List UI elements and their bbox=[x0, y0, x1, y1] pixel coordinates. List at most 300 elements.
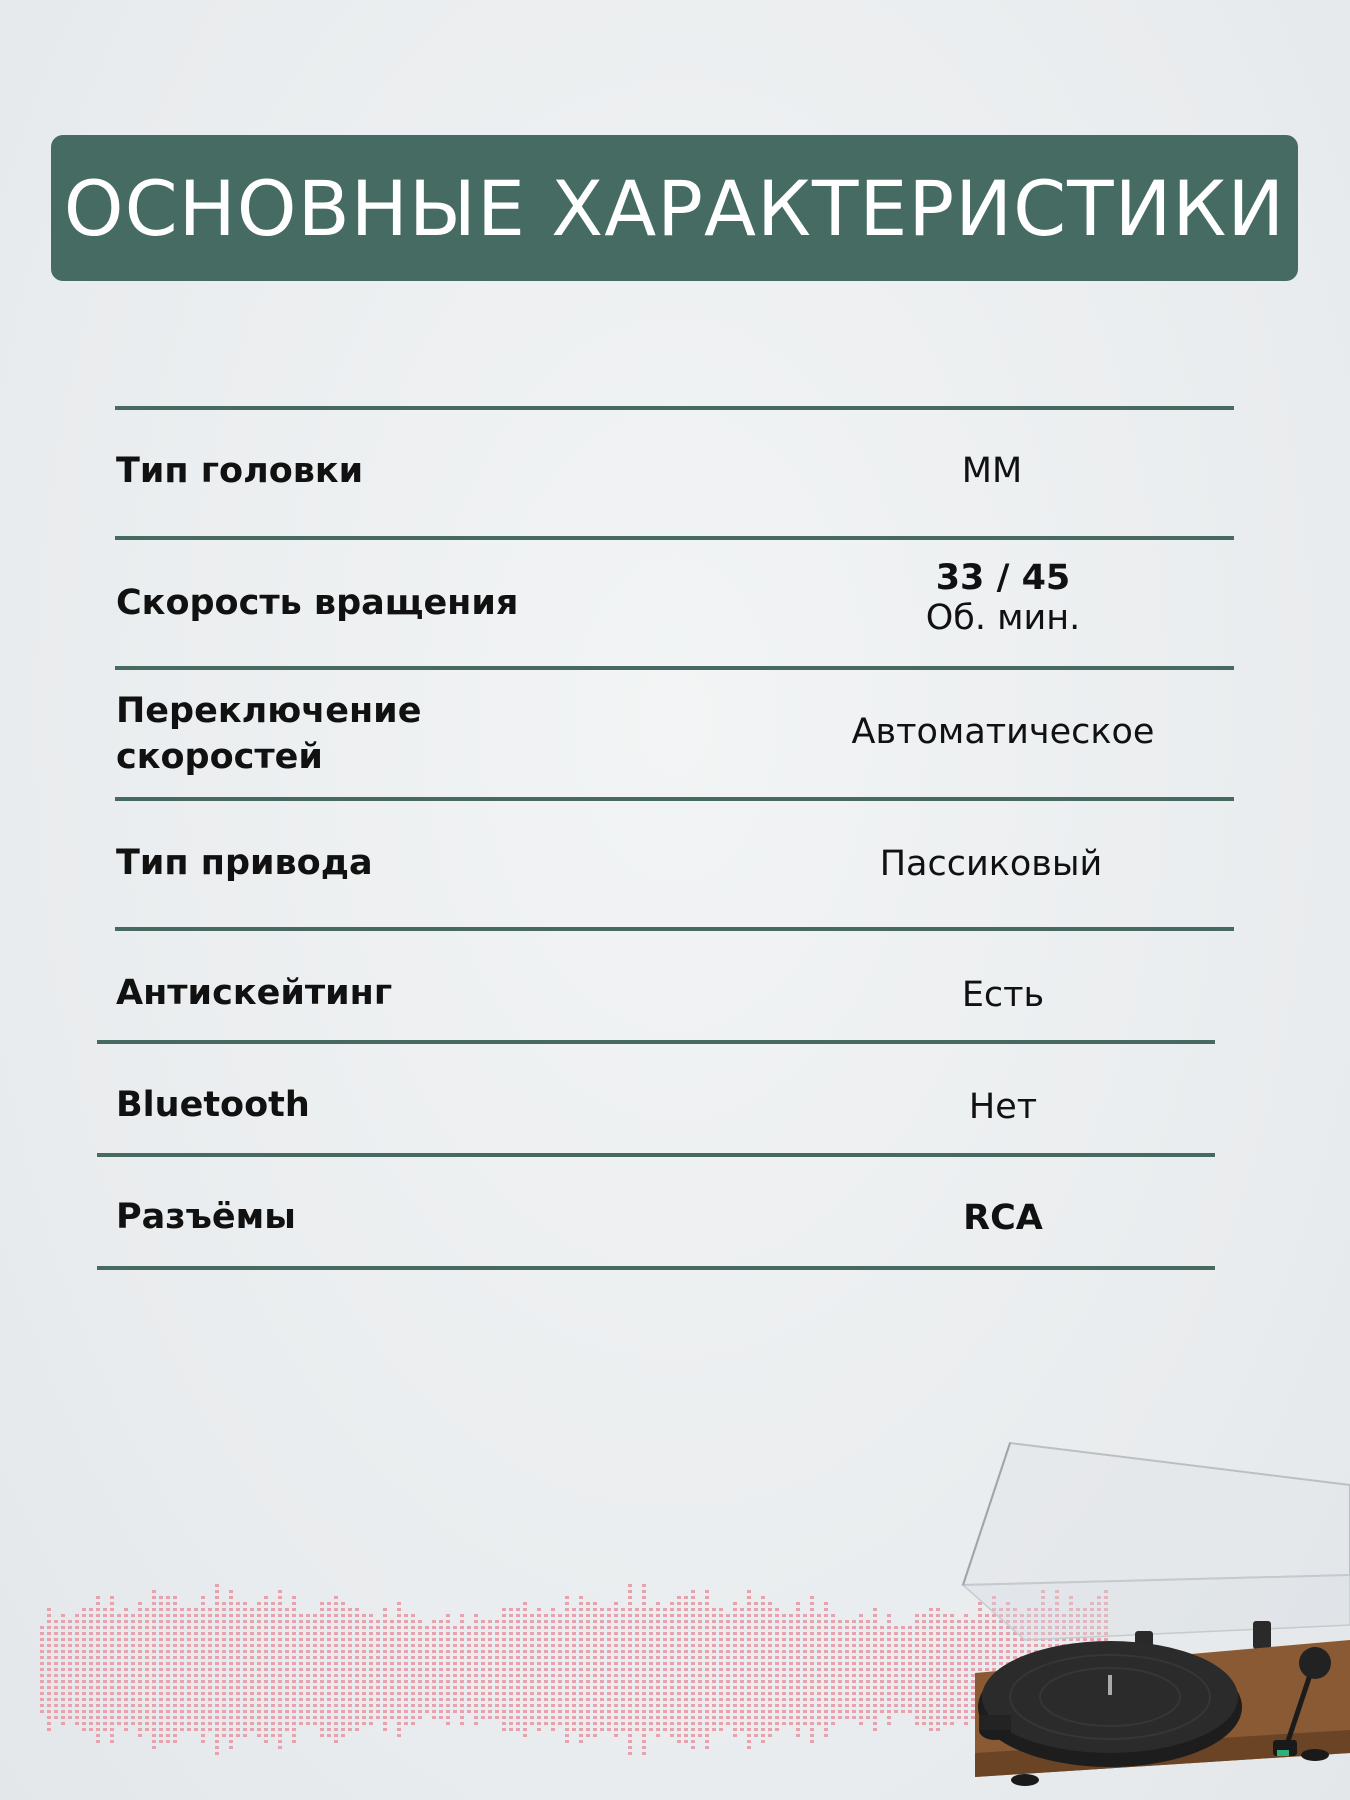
wave-dot bbox=[243, 1704, 247, 1707]
wave-dot bbox=[243, 1716, 247, 1719]
wave-dot bbox=[40, 1686, 44, 1689]
wave-dot bbox=[509, 1722, 513, 1725]
wave-dot bbox=[565, 1650, 569, 1653]
wave-dot bbox=[285, 1668, 289, 1671]
wave-dot bbox=[831, 1662, 835, 1665]
wave-dot bbox=[586, 1692, 590, 1695]
wave-dot bbox=[649, 1704, 653, 1707]
wave-dot bbox=[523, 1692, 527, 1695]
wave-dot bbox=[684, 1680, 688, 1683]
wave-dot bbox=[705, 1746, 709, 1749]
wave-dot bbox=[474, 1692, 478, 1695]
wave-dot bbox=[803, 1668, 807, 1671]
wave-dot bbox=[558, 1680, 562, 1683]
wave-dot bbox=[698, 1668, 702, 1671]
wave-dot bbox=[544, 1614, 548, 1617]
wave-dot bbox=[208, 1704, 212, 1707]
wave-dot bbox=[61, 1662, 65, 1665]
wave-dot bbox=[159, 1626, 163, 1629]
wave-dot bbox=[691, 1710, 695, 1713]
wave-dot bbox=[404, 1614, 408, 1617]
wave-dot bbox=[432, 1662, 436, 1665]
wave-dot bbox=[831, 1644, 835, 1647]
wave-dot bbox=[810, 1596, 814, 1599]
wave-dot bbox=[537, 1686, 541, 1689]
wave-dot bbox=[432, 1644, 436, 1647]
wave-dot bbox=[509, 1656, 513, 1659]
wave-dot bbox=[929, 1638, 933, 1641]
wave-dot bbox=[257, 1674, 261, 1677]
wave-dot bbox=[936, 1668, 940, 1671]
wave-dot bbox=[145, 1686, 149, 1689]
wave-dot bbox=[803, 1692, 807, 1695]
wave-dot bbox=[544, 1662, 548, 1665]
wave-dot bbox=[138, 1698, 142, 1701]
wave-dot bbox=[684, 1638, 688, 1641]
wave-dot bbox=[383, 1656, 387, 1659]
wave-dot bbox=[96, 1656, 100, 1659]
wave-dot bbox=[642, 1674, 646, 1677]
wave-dot bbox=[250, 1650, 254, 1653]
wave-dot bbox=[369, 1716, 373, 1719]
wave-dot bbox=[418, 1626, 422, 1629]
wave-dot bbox=[138, 1716, 142, 1719]
wave-dot bbox=[411, 1674, 415, 1677]
wave-dot bbox=[796, 1668, 800, 1671]
wave-dot bbox=[747, 1620, 751, 1623]
wave-dot bbox=[502, 1698, 506, 1701]
wave-dot bbox=[831, 1632, 835, 1635]
wave-dot bbox=[481, 1668, 485, 1671]
wave-dot bbox=[635, 1608, 639, 1611]
wave-dot bbox=[803, 1674, 807, 1677]
wave-dot bbox=[292, 1668, 296, 1671]
wave-dot bbox=[488, 1716, 492, 1719]
wave-dot bbox=[523, 1614, 527, 1617]
wave-dot bbox=[523, 1638, 527, 1641]
wave-dot bbox=[131, 1650, 135, 1653]
wave-dot bbox=[537, 1638, 541, 1641]
wave-dot bbox=[838, 1632, 842, 1635]
wave-dot bbox=[194, 1668, 198, 1671]
wave-dot bbox=[327, 1602, 331, 1605]
wave-dot bbox=[89, 1680, 93, 1683]
wave-dot bbox=[138, 1632, 142, 1635]
wave-dot bbox=[264, 1638, 268, 1641]
wave-dot bbox=[236, 1644, 240, 1647]
wave-dot bbox=[292, 1692, 296, 1695]
wave-dot bbox=[495, 1680, 499, 1683]
wave-dot bbox=[768, 1644, 772, 1647]
wave-dot bbox=[334, 1680, 338, 1683]
wave-dot bbox=[761, 1728, 765, 1731]
wave-dot bbox=[334, 1608, 338, 1611]
wave-dot bbox=[124, 1638, 128, 1641]
wave-dot bbox=[404, 1674, 408, 1677]
wave-dot bbox=[929, 1656, 933, 1659]
wave-dot bbox=[544, 1644, 548, 1647]
wave-dot bbox=[544, 1716, 548, 1719]
wave-dot bbox=[390, 1644, 394, 1647]
wave-dot bbox=[341, 1704, 345, 1707]
wave-dot bbox=[908, 1650, 912, 1653]
wave-dot bbox=[418, 1716, 422, 1719]
wave-dot bbox=[950, 1704, 954, 1707]
wave-dot bbox=[103, 1686, 107, 1689]
wave-dot bbox=[572, 1638, 576, 1641]
wave-dot bbox=[810, 1668, 814, 1671]
wave-dot bbox=[243, 1650, 247, 1653]
wave-dot bbox=[698, 1710, 702, 1713]
wave-dot bbox=[229, 1722, 233, 1725]
wave-dot bbox=[670, 1680, 674, 1683]
wave-dot bbox=[621, 1626, 625, 1629]
wave-dot bbox=[222, 1608, 226, 1611]
wave-dot bbox=[460, 1686, 464, 1689]
wave-dot bbox=[684, 1728, 688, 1731]
wave-dot bbox=[355, 1680, 359, 1683]
wave-dot bbox=[810, 1656, 814, 1659]
wave-dot bbox=[40, 1632, 44, 1635]
wave-dot bbox=[670, 1704, 674, 1707]
wave-dot bbox=[537, 1662, 541, 1665]
wave-dot bbox=[418, 1704, 422, 1707]
wave-dot bbox=[537, 1656, 541, 1659]
wave-dot bbox=[320, 1632, 324, 1635]
wave-dot bbox=[754, 1614, 758, 1617]
wave-dot bbox=[817, 1668, 821, 1671]
wave-dot bbox=[292, 1626, 296, 1629]
wave-dot bbox=[754, 1626, 758, 1629]
wave-dot bbox=[635, 1668, 639, 1671]
wave-dot bbox=[47, 1620, 51, 1623]
wave-dot bbox=[145, 1620, 149, 1623]
wave-dot bbox=[908, 1662, 912, 1665]
wave-dot bbox=[124, 1668, 128, 1671]
wave-dot bbox=[684, 1656, 688, 1659]
wave-dot bbox=[761, 1626, 765, 1629]
wave-dot bbox=[397, 1650, 401, 1653]
wave-dot bbox=[313, 1644, 317, 1647]
wave-dot bbox=[754, 1728, 758, 1731]
wave-dot bbox=[915, 1686, 919, 1689]
wave-dot bbox=[838, 1644, 842, 1647]
wave-dot bbox=[880, 1650, 884, 1653]
wave-dot bbox=[334, 1602, 338, 1605]
wave-dot bbox=[117, 1680, 121, 1683]
wave-dot bbox=[719, 1728, 723, 1731]
wave-dot bbox=[222, 1728, 226, 1731]
wave-dot bbox=[40, 1704, 44, 1707]
wave-dot bbox=[467, 1704, 471, 1707]
wave-dot bbox=[313, 1674, 317, 1677]
wave-dot bbox=[796, 1638, 800, 1641]
wave-dot bbox=[96, 1596, 100, 1599]
wave-dot bbox=[173, 1698, 177, 1701]
wave-dot bbox=[292, 1644, 296, 1647]
wave-dot bbox=[166, 1716, 170, 1719]
wave-dot bbox=[362, 1650, 366, 1653]
wave-dot bbox=[593, 1722, 597, 1725]
wave-dot bbox=[390, 1686, 394, 1689]
wave-dot bbox=[61, 1626, 65, 1629]
spec-label: Тип привода bbox=[116, 843, 373, 883]
wave-dot bbox=[635, 1674, 639, 1677]
wave-dot bbox=[488, 1650, 492, 1653]
wave-dot bbox=[201, 1716, 205, 1719]
wave-dot bbox=[600, 1620, 604, 1623]
wave-dot bbox=[292, 1602, 296, 1605]
wave-dot bbox=[68, 1668, 72, 1671]
wave-dot bbox=[635, 1614, 639, 1617]
wave-dot bbox=[68, 1674, 72, 1677]
wave-dot bbox=[446, 1644, 450, 1647]
wave-dot bbox=[243, 1734, 247, 1737]
wave-dot bbox=[404, 1650, 408, 1653]
wave-dot bbox=[803, 1698, 807, 1701]
wave-dot bbox=[362, 1716, 366, 1719]
wave-dot bbox=[194, 1662, 198, 1665]
wave-dot bbox=[131, 1644, 135, 1647]
wave-dot bbox=[579, 1644, 583, 1647]
wave-dot bbox=[320, 1674, 324, 1677]
wave-dot bbox=[866, 1662, 870, 1665]
wave-dot bbox=[404, 1638, 408, 1641]
wave-dot bbox=[908, 1686, 912, 1689]
wave-dot bbox=[614, 1656, 618, 1659]
wave-dot bbox=[47, 1686, 51, 1689]
wave-dot bbox=[341, 1710, 345, 1713]
wave-dot bbox=[579, 1662, 583, 1665]
wave-dot bbox=[824, 1662, 828, 1665]
wave-dot bbox=[159, 1704, 163, 1707]
wave-dot bbox=[369, 1668, 373, 1671]
wave-dot bbox=[432, 1638, 436, 1641]
wave-dot bbox=[180, 1650, 184, 1653]
wave-dot bbox=[761, 1608, 765, 1611]
wave-dot bbox=[397, 1638, 401, 1641]
wave-dot bbox=[243, 1644, 247, 1647]
wave-dot bbox=[768, 1704, 772, 1707]
wave-dot bbox=[593, 1692, 597, 1695]
wave-dot bbox=[173, 1686, 177, 1689]
wave-dot bbox=[768, 1662, 772, 1665]
wave-dot bbox=[551, 1638, 555, 1641]
wave-dot bbox=[264, 1698, 268, 1701]
wave-dot bbox=[943, 1644, 947, 1647]
wave-dot bbox=[278, 1632, 282, 1635]
wave-dot bbox=[236, 1728, 240, 1731]
wave-dot bbox=[950, 1686, 954, 1689]
wave-dot bbox=[460, 1650, 464, 1653]
wave-dot bbox=[229, 1734, 233, 1737]
wave-dot bbox=[40, 1680, 44, 1683]
wave-dot bbox=[474, 1722, 478, 1725]
wave-dot bbox=[824, 1650, 828, 1653]
wave-dot bbox=[376, 1638, 380, 1641]
wave-dot bbox=[68, 1710, 72, 1713]
wave-dot bbox=[208, 1668, 212, 1671]
spec-value: RCA bbox=[963, 1198, 1043, 1238]
wave-dot bbox=[810, 1722, 814, 1725]
wave-dot bbox=[54, 1650, 58, 1653]
wave-dot bbox=[96, 1674, 100, 1677]
wave-dot bbox=[684, 1620, 688, 1623]
wave-dot bbox=[908, 1704, 912, 1707]
spec-value: Пассиковый bbox=[879, 844, 1103, 884]
wave-dot bbox=[852, 1662, 856, 1665]
wave-dot bbox=[698, 1626, 702, 1629]
wave-dot bbox=[593, 1698, 597, 1701]
wave-dot bbox=[320, 1728, 324, 1731]
wave-dot bbox=[194, 1680, 198, 1683]
wave-dot bbox=[572, 1722, 576, 1725]
wave-dot bbox=[873, 1728, 877, 1731]
wave-dot bbox=[96, 1632, 100, 1635]
wave-dot bbox=[768, 1632, 772, 1635]
wave-dot bbox=[929, 1632, 933, 1635]
wave-dot bbox=[278, 1734, 282, 1737]
wave-dot bbox=[775, 1704, 779, 1707]
wave-dot bbox=[922, 1650, 926, 1653]
wave-dot bbox=[586, 1602, 590, 1605]
wave-dot bbox=[460, 1644, 464, 1647]
wave-dot bbox=[733, 1608, 737, 1611]
wave-dot bbox=[593, 1602, 597, 1605]
wave-dot bbox=[628, 1674, 632, 1677]
wave-dot bbox=[530, 1680, 534, 1683]
wave-dot bbox=[362, 1614, 366, 1617]
wave-dot bbox=[558, 1722, 562, 1725]
wave-dot bbox=[558, 1638, 562, 1641]
wave-dot bbox=[509, 1650, 513, 1653]
wave-dot bbox=[474, 1656, 478, 1659]
wave-dot bbox=[474, 1710, 478, 1713]
wave-dot bbox=[61, 1704, 65, 1707]
wave-dot bbox=[257, 1722, 261, 1725]
wave-dot bbox=[411, 1614, 415, 1617]
wave-dot bbox=[75, 1638, 79, 1641]
wave-dot bbox=[166, 1638, 170, 1641]
wave-dot bbox=[208, 1608, 212, 1611]
wave-dot bbox=[572, 1662, 576, 1665]
wave-dot bbox=[299, 1656, 303, 1659]
wave-dot bbox=[754, 1668, 758, 1671]
wave-dot bbox=[845, 1620, 849, 1623]
wave-dot bbox=[278, 1698, 282, 1701]
wave-dot bbox=[446, 1626, 450, 1629]
wave-dot bbox=[677, 1620, 681, 1623]
wave-dot bbox=[502, 1632, 506, 1635]
wave-dot bbox=[54, 1620, 58, 1623]
wave-dot bbox=[733, 1602, 737, 1605]
wave-dot bbox=[348, 1608, 352, 1611]
wave-dot bbox=[481, 1692, 485, 1695]
wave-dot bbox=[229, 1746, 233, 1749]
wave-dot bbox=[215, 1668, 219, 1671]
wave-dot bbox=[635, 1626, 639, 1629]
wave-dot bbox=[908, 1680, 912, 1683]
wave-dot bbox=[467, 1632, 471, 1635]
wave-dot bbox=[173, 1632, 177, 1635]
wave-dot bbox=[68, 1644, 72, 1647]
wave-dot bbox=[201, 1686, 205, 1689]
wave-dot bbox=[397, 1614, 401, 1617]
wave-dot bbox=[159, 1686, 163, 1689]
wave-dot bbox=[915, 1632, 919, 1635]
wave-dot bbox=[866, 1644, 870, 1647]
wave-dot bbox=[201, 1722, 205, 1725]
wave-dot bbox=[614, 1716, 618, 1719]
wave-dot bbox=[523, 1662, 527, 1665]
wave-dot bbox=[922, 1614, 926, 1617]
wave-dot bbox=[936, 1728, 940, 1731]
wave-dot bbox=[551, 1614, 555, 1617]
wave-dot bbox=[761, 1644, 765, 1647]
wave-dot bbox=[775, 1638, 779, 1641]
wave-dot bbox=[922, 1716, 926, 1719]
wave-dot bbox=[726, 1662, 730, 1665]
wave-dot bbox=[397, 1710, 401, 1713]
wave-dot bbox=[901, 1656, 905, 1659]
wave-dot bbox=[446, 1680, 450, 1683]
wave-dot bbox=[628, 1650, 632, 1653]
speed-unit: Об. мин. bbox=[925, 598, 1081, 638]
wave-dot bbox=[656, 1620, 660, 1623]
wave-dot bbox=[810, 1686, 814, 1689]
wave-dot bbox=[852, 1620, 856, 1623]
wave-dot bbox=[950, 1722, 954, 1725]
wave-dot bbox=[824, 1626, 828, 1629]
wave-dot bbox=[327, 1638, 331, 1641]
wave-dot bbox=[698, 1698, 702, 1701]
wave-dot bbox=[705, 1740, 709, 1743]
wave-dot bbox=[887, 1626, 891, 1629]
wave-dot bbox=[271, 1722, 275, 1725]
wave-dot bbox=[684, 1662, 688, 1665]
wave-dot bbox=[593, 1662, 597, 1665]
wave-dot bbox=[516, 1638, 520, 1641]
wave-dot bbox=[215, 1704, 219, 1707]
wave-dot bbox=[271, 1698, 275, 1701]
wave-dot bbox=[628, 1692, 632, 1695]
wave-dot bbox=[593, 1710, 597, 1713]
wave-dot bbox=[481, 1704, 485, 1707]
wave-dot bbox=[362, 1686, 366, 1689]
wave-dot bbox=[565, 1620, 569, 1623]
wave-dot bbox=[173, 1638, 177, 1641]
wave-dot bbox=[166, 1668, 170, 1671]
wave-dot bbox=[817, 1710, 821, 1713]
wave-dot bbox=[642, 1632, 646, 1635]
wave-dot bbox=[782, 1620, 786, 1623]
wave-dot bbox=[187, 1656, 191, 1659]
wave-dot bbox=[334, 1620, 338, 1623]
wave-dot bbox=[159, 1632, 163, 1635]
wave-dot bbox=[131, 1722, 135, 1725]
wave-dot bbox=[600, 1638, 604, 1641]
wave-dot bbox=[229, 1614, 233, 1617]
wave-dot bbox=[362, 1668, 366, 1671]
wave-dot bbox=[103, 1716, 107, 1719]
wave-dot bbox=[180, 1638, 184, 1641]
wave-dot bbox=[936, 1620, 940, 1623]
wave-dot bbox=[208, 1728, 212, 1731]
wave-dot bbox=[110, 1614, 114, 1617]
wave-dot bbox=[383, 1692, 387, 1695]
wave-dot bbox=[96, 1608, 100, 1611]
wave-dot bbox=[159, 1668, 163, 1671]
